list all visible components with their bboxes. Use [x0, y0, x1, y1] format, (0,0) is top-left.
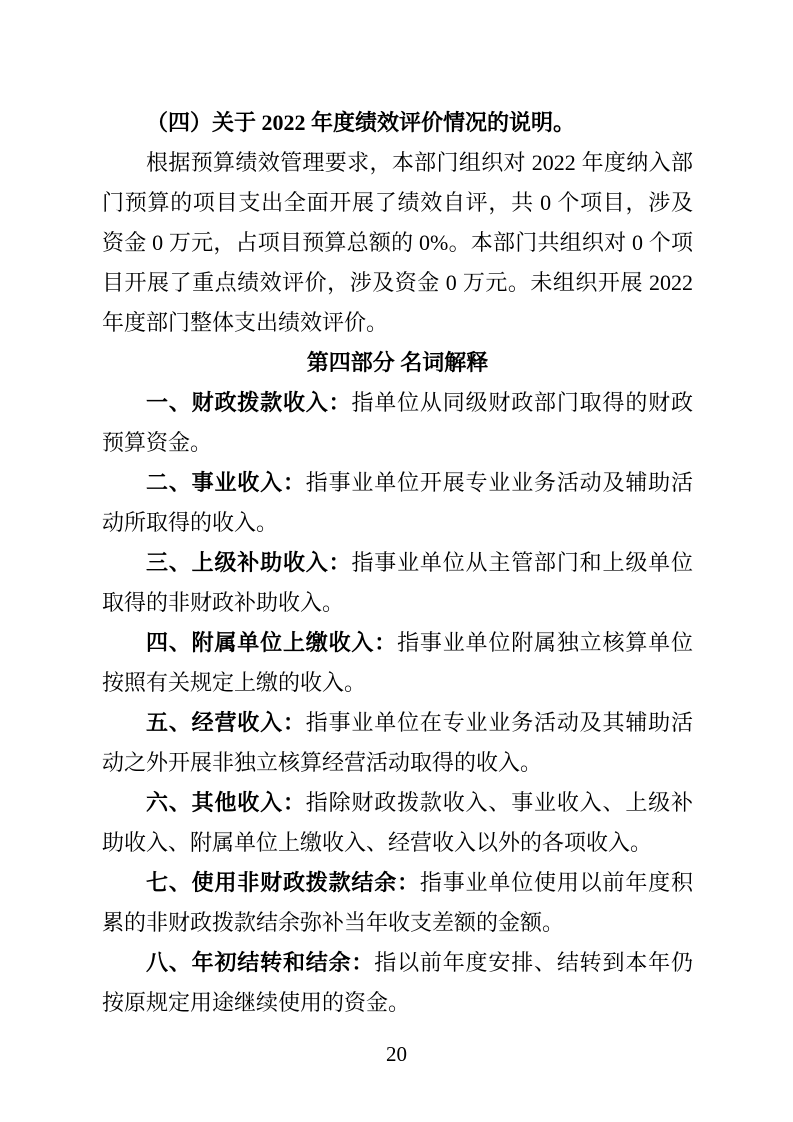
term-label: 五、经营收入： [146, 710, 306, 735]
term-item-2 [102, 463, 693, 543]
term-label: 一、财政拨款收入： [146, 390, 352, 415]
term-item-3 [102, 543, 693, 623]
section-4-paragraph: 根据预算绩效管理要求，本部门组织对 2022 年度纳入部门预算的项目支出全面开展了绩效自评，共 0 个项目，涉及资金 0 万元，占项目预算总额的 0%。本部门共组织对 0 个项目开展了重点绩效评价，涉及资金 0 万元。未组织开展 2022 年度部门整体支出绩效评价。 [102, 150, 693, 335]
term-item-1 [102, 383, 693, 463]
term-item-6 [102, 783, 693, 863]
term-item-5 [102, 703, 693, 783]
term-label: 二、事业收入： [146, 470, 306, 495]
term-definition: 指除财政拨款收入、事业收入、上级补助收入、附属单位上缴收入、经营收入以外的各项收入。 [102, 790, 693, 855]
part-4-title: 第四部分 名词解释 [306, 350, 489, 375]
term-label: 七、使用非财政拨款结余： [146, 870, 420, 895]
term-label: 八、年初结转和结余： [146, 950, 375, 975]
term-definition: 指单位从同级财政部门取得的财政预算资金。 [102, 390, 693, 455]
term-definition: 指事业单位附属独立核算单位按照有关规定上缴的收入。 [102, 630, 693, 695]
term-definition: 指事业单位开展专业业务活动及辅助活动所取得的收入。 [102, 470, 693, 535]
term-label: 三、上级补助收入： [146, 550, 352, 575]
term-definition: 指以前年度安排、结转到本年仍按原规定用途继续使用的资金。 [102, 950, 693, 1015]
term-definition: 指事业单位在专业业务活动及其辅助活动之外开展非独立核算经营活动取得的收入。 [102, 710, 693, 775]
term-item-8 [102, 943, 693, 1023]
term-definition: 指事业单位使用以前年度积累的非财政拨款结余弥补当年收支差额的金额。 [102, 870, 693, 935]
term-item-7 [102, 863, 693, 943]
term-label: 四、附属单位上缴收入： [146, 630, 398, 655]
section-4-heading: （四）关于 2022 年度绩效评价情况的说明。 [146, 110, 576, 135]
term-label: 六、其他收入： [146, 790, 306, 815]
term-definition: 指事业单位从主管部门和上级单位取得的非财政补助收入。 [102, 550, 693, 615]
page-number: 20 [386, 1042, 407, 1066]
term-item-4 [102, 623, 693, 703]
